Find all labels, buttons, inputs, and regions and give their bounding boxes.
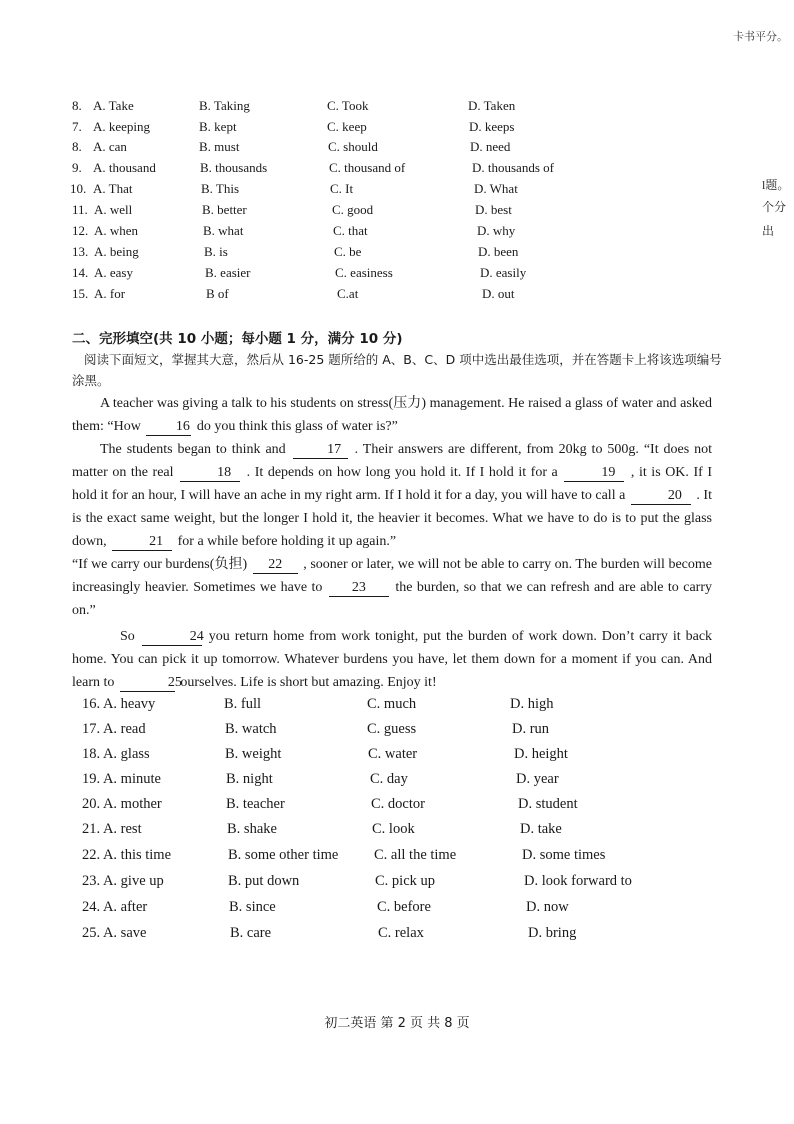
blank-20: 20	[631, 487, 691, 505]
option-d: D. some times	[522, 847, 606, 863]
section-title: 二、完形填空(共 10 小题；每小题 1 分，满分 10 分)	[72, 331, 403, 347]
option-b: B. night	[226, 771, 273, 787]
option-c: C. doctor	[371, 796, 425, 812]
option-c: C. relax	[378, 925, 424, 941]
option-b: B. care	[230, 925, 272, 941]
passage-text: A teacher was giving a talk to his students on stress(压力) management. He raised a glass of water and asked them: “How	[72, 396, 712, 434]
option-b: B. full	[224, 696, 262, 712]
passage-text: ourselves. Life is short but amazing. Enjoy it!	[180, 675, 437, 690]
question-number: 9.	[72, 160, 82, 175]
passage-paragraph	[72, 625, 712, 694]
blank-24: 24	[142, 628, 202, 646]
option-c: C. should	[328, 139, 378, 154]
option-c: C. pick up	[375, 873, 436, 889]
option-d: D. Taken	[468, 98, 516, 113]
option-d: D. bring	[528, 925, 577, 941]
section-instruction: 阅读下面短文，掌握其大意，然后从 16-25 题所给的 A、B、C、D 项中选出最佳选项，并在答题卡上将该选项编号涂黑。	[72, 352, 722, 388]
option-b: B. must	[199, 139, 240, 154]
option-c: C.at	[337, 286, 359, 301]
option-a: A. Take	[93, 98, 134, 113]
option-d: D. keeps	[469, 119, 515, 134]
option-a: 22. A. this time	[82, 847, 172, 863]
option-c: C. day	[370, 771, 408, 787]
question-number: 11.	[72, 202, 88, 217]
option-c: C. It	[330, 181, 354, 196]
passage-text: , it is OK. If I hold it for an hour, I will have an ache in my right arm. If I hold it for a day, you will have to call a	[72, 465, 713, 503]
option-b: B. some other time	[228, 847, 339, 863]
option-b: B. weight	[225, 746, 282, 762]
option-d: D. high	[510, 696, 554, 712]
option-c: C. water	[368, 746, 418, 762]
passage-text: do you think this glass of water is?”	[196, 419, 398, 434]
option-a: A. when	[94, 223, 139, 238]
option-a: 21. A. rest	[82, 821, 142, 837]
question-number: 7.	[72, 119, 82, 134]
option-d: D. What	[474, 181, 518, 196]
question-number: 13.	[72, 244, 89, 259]
option-d: D. best	[475, 202, 512, 217]
margin-fragment: 出	[762, 224, 775, 238]
option-c: C. Took	[327, 98, 369, 113]
option-d: D. easily	[480, 265, 527, 280]
question-number: 15.	[72, 286, 89, 301]
option-a: A. well	[94, 202, 133, 217]
question-number: 8.	[72, 139, 82, 154]
blank-16: 16	[146, 418, 191, 436]
option-a: A. thousand	[93, 160, 156, 175]
option-d: D. run	[512, 721, 550, 737]
blank-19: 19	[564, 464, 624, 482]
option-b: B. easier	[205, 265, 251, 280]
option-a: 16. A. heavy	[82, 696, 156, 712]
option-d: D. been	[478, 244, 519, 259]
passage-text: The students began to think and	[100, 442, 286, 457]
option-b: B. watch	[225, 721, 277, 737]
passage-text: for a while before holding it up again.”	[177, 534, 397, 549]
option-c: C. guess	[367, 721, 417, 737]
option-b: B. Taking	[199, 98, 250, 113]
blank-21: 21	[112, 533, 172, 551]
option-b: B. put down	[228, 873, 300, 889]
option-d: D. student	[518, 796, 578, 812]
option-b: B. thousands	[200, 160, 268, 175]
passage-text: So	[120, 629, 135, 644]
option-b: B. is	[204, 244, 228, 259]
passage-paragraph	[72, 553, 712, 622]
passage-text: . Their answers are different, from 20kg to 500g. “It does not matter on the real	[72, 442, 713, 480]
blank-22: 22	[253, 556, 298, 574]
option-c: C. all the time	[374, 847, 457, 863]
option-d: D. thousands of	[472, 160, 554, 175]
question-number: 8.	[72, 98, 82, 113]
blank-23: 23	[329, 579, 389, 597]
option-a: 25. A. save	[82, 925, 147, 941]
passage-text: , sooner or later, we will not be able to carry on. The burden will become increasingly heavier. Sometimes we have to	[72, 557, 712, 595]
corner-text: 卡书平分。	[733, 31, 788, 43]
passage-text: the burden, so that we can refresh and are able to carry on.”	[72, 580, 712, 618]
option-b: B. teacher	[226, 796, 285, 812]
blank-17: 17	[293, 441, 348, 459]
option-a: 23. A. give up	[82, 873, 164, 889]
option-c: C. keep	[327, 119, 367, 134]
option-c: C. before	[377, 899, 431, 915]
option-c: C. thousand of	[329, 160, 406, 175]
margin-fragment: l题。	[762, 178, 790, 192]
passage-text: . It depends on how long you hold it. If I hold it for a	[246, 465, 558, 480]
option-d: D. height	[514, 746, 568, 762]
option-b: B. since	[229, 899, 276, 915]
option-a: A. for	[94, 286, 126, 301]
question-number: 12.	[72, 223, 89, 238]
option-b: B. This	[201, 181, 240, 196]
option-a: 19. A. minute	[82, 771, 161, 787]
option-c: C. that	[333, 223, 368, 238]
passage-paragraph	[72, 392, 712, 438]
option-b: B. shake	[227, 821, 277, 837]
option-d: D. why	[477, 223, 516, 238]
cloze-passage	[72, 392, 712, 694]
passage-text: “If we carry our burdens(负担)	[72, 557, 248, 572]
option-a: 24. A. after	[82, 899, 148, 915]
passage-paragraph	[72, 438, 712, 553]
passage-text: . It is the exact same weight, but the longer I hold it, the heavier it becomes. What we have to do is to put the glass down,	[72, 488, 712, 549]
option-b: B. better	[202, 202, 247, 217]
option-b: B of	[206, 286, 229, 301]
option-c: C. be	[334, 244, 362, 259]
option-a: 17. A. read	[82, 721, 146, 737]
option-d: D. year	[516, 771, 559, 787]
option-d: D. out	[482, 286, 515, 301]
option-d: D. now	[526, 899, 569, 915]
option-a: A. can	[93, 139, 127, 154]
page-footer: 初二英语 第 2 页 共 8 页	[324, 1016, 470, 1031]
option-d: D. need	[470, 139, 511, 154]
question-number: 14.	[72, 265, 89, 280]
blank-18: 18	[180, 464, 240, 482]
option-b: B. kept	[199, 119, 237, 134]
option-c: C. easiness	[335, 265, 393, 280]
option-c: C. good	[332, 202, 374, 217]
option-a: A. being	[94, 244, 139, 259]
option-d: D. take	[520, 821, 562, 837]
option-d: D. look forward to	[524, 873, 632, 889]
margin-fragment: 个分	[762, 200, 787, 214]
option-c: C. look	[372, 821, 415, 837]
option-a: 20. A. mother	[82, 796, 162, 812]
blank-25: 25	[120, 674, 175, 692]
passage-text: you return home from work tonight, put the burden of work down. Don’t carry it back home. You can pick it up tomorrow. Whatever burdens you have, let them down for a moment if you can. And learn to	[72, 629, 713, 690]
question-number: 10.	[70, 181, 87, 196]
option-c: C. much	[367, 696, 417, 712]
option-b: B. what	[203, 223, 244, 238]
option-a: A. keeping	[93, 119, 151, 134]
option-a: A. That	[93, 181, 133, 196]
option-a: 18. A. glass	[82, 746, 150, 762]
option-a: A. easy	[94, 265, 133, 280]
